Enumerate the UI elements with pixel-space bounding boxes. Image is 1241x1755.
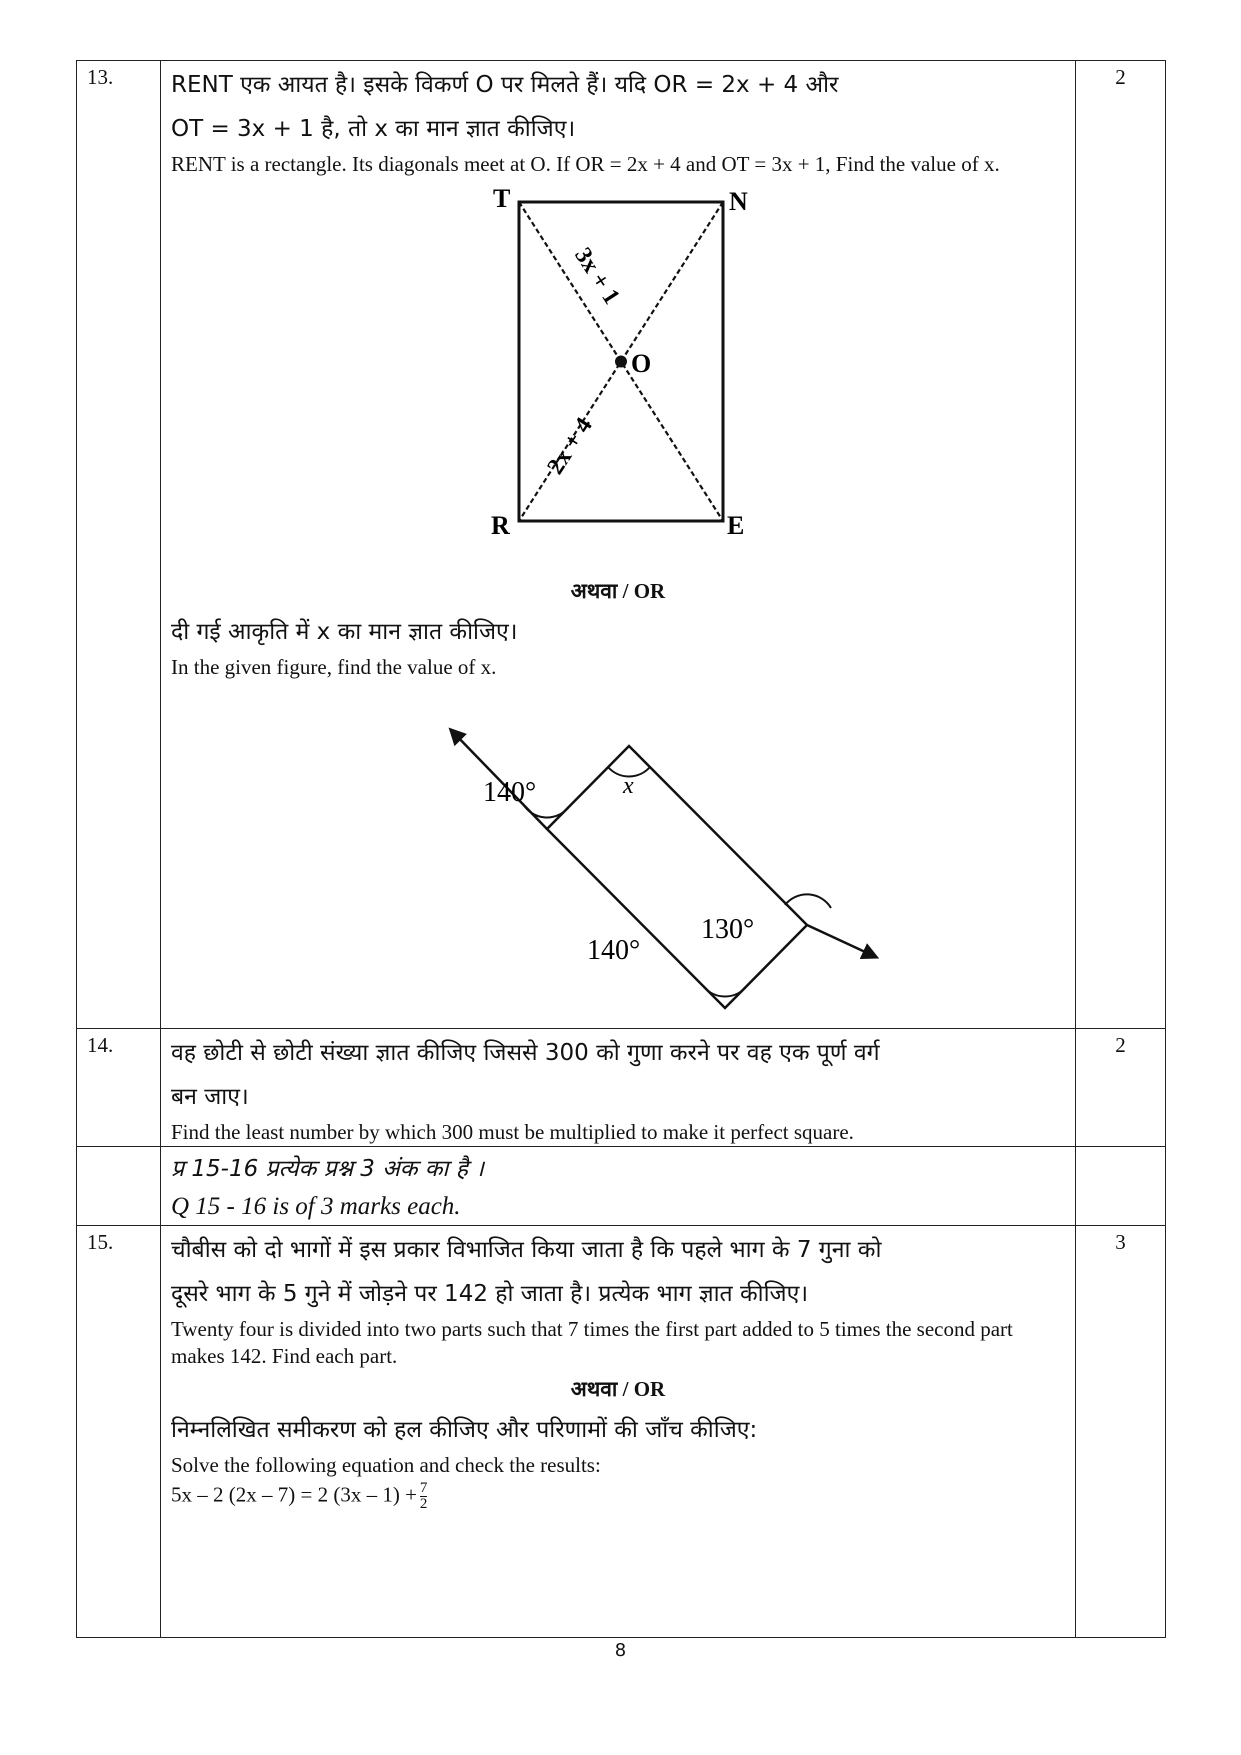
marks-value: 2 <box>1115 65 1126 89</box>
marks-value: 2 <box>1115 1033 1126 1057</box>
diagonal-label-or: 2x + 4 <box>542 413 598 480</box>
angle-label-bottom: 140° <box>587 935 641 966</box>
q13-alt-hindi: दी गई आकृति में x का मान ज्ञात कीजिए। <box>171 619 518 645</box>
q14-hindi-line-1: वह छोटी से छोटी संख्या ज्ञात कीजिए जिससे 300 को गुणा करने पर वह एक पूर्ण वर्ग <box>171 1040 880 1066</box>
question-number: 13. <box>87 65 114 89</box>
rectangle-rent-figure <box>171 182 1066 572</box>
marks-cell <box>1076 61 1166 1029</box>
center-label-o: O <box>631 349 652 378</box>
question-row-13 <box>77 61 1166 1029</box>
marks-cell <box>1076 1029 1166 1147</box>
vertex-label-r: R <box>491 511 510 540</box>
angle-label-top-left: 140° <box>483 777 537 808</box>
question-number-cell <box>77 1226 161 1638</box>
or-separator <box>171 1372 1065 1406</box>
angle-quadrilateral-figure <box>171 701 1066 1011</box>
q15-hindi-line-2: दूसरे भाग के 5 गुने में जोड़ने पर 142 हो जाता है। प्रत्येक भाग ज्ञात कीजिए। <box>171 1281 809 1307</box>
q15-alt-english: Solve the following equation and check the results: <box>171 1453 601 1477</box>
or-english: / OR <box>622 579 666 603</box>
question-body-cell <box>161 1029 1076 1147</box>
question-row-14 <box>77 1029 1166 1147</box>
marks-cell <box>1076 1226 1166 1638</box>
or-separator <box>171 574 1065 608</box>
page-number: 8 <box>614 1640 627 1661</box>
vertex-label-e: E <box>727 511 745 540</box>
angle-label-right: 130° <box>701 914 755 945</box>
empty-cell <box>1076 1147 1166 1226</box>
question-number: 15. <box>87 1230 114 1254</box>
angle-label-x: x <box>623 773 634 799</box>
q13-english-text: RENT is a rectangle. Its diagonals meet at O. If OR = 2x + 4 and OT = 3x + 1, Find the value of x. <box>171 152 1000 176</box>
diagonal-label-ot: 3x + 1 <box>569 243 625 310</box>
question-number-cell <box>77 1029 161 1147</box>
question-table <box>76 60 1166 1638</box>
q15-alt-hindi: निम्नलिखित समीकरण को हल कीजिए और परिणामों की जाँच कीजिए: <box>171 1417 758 1443</box>
q15-equation <box>171 1481 1065 1512</box>
q15-hindi-line-1: चौबीस को दो भागों में इस प्रकार विभाजित किया जाता है कि पहले भाग के 7 गुना को <box>171 1237 882 1263</box>
q14-hindi-line-2: बन जाए। <box>171 1084 249 1110</box>
q14-english-text: Find the least number by which 300 must be multiplied to make it perfect square. <box>171 1120 854 1144</box>
or-hindi: अथवा <box>570 1377 618 1401</box>
fraction-denominator: 2 <box>419 1496 428 1512</box>
or-hindi: अथवा <box>570 579 618 603</box>
question-row-15 <box>77 1226 1166 1638</box>
q13-hindi-line-1: RENT एक आयत है। इसके विकर्ण O पर मिलते हैं। यदि OR = 2x + 4 और <box>171 72 839 98</box>
section-note-hindi: प्र 15-16 प्रत्येक प्रश्न 3 अंक का है । <box>171 1156 484 1182</box>
vertex-label-t: T <box>493 184 511 213</box>
section-note-english: Q 15 - 16 is of 3 marks each. <box>171 1193 461 1220</box>
question-number: 14. <box>87 1033 114 1057</box>
empty-cell <box>77 1147 161 1226</box>
or-english: / OR <box>622 1377 666 1401</box>
section-note-row <box>77 1147 1166 1226</box>
question-number-cell <box>77 61 161 1029</box>
section-note-cell <box>161 1147 1076 1226</box>
marks-value: 3 <box>1115 1230 1126 1254</box>
equation-fraction <box>420 1481 428 1512</box>
q13-hindi-line-2: OT = 3x + 1 है, तो x का मान ज्ञात कीजिए। <box>171 116 576 142</box>
vertex-label-n: N <box>729 187 748 216</box>
equation-text: 5x – 2 (2x – 7) = 2 (3x – 1) + <box>171 1482 417 1507</box>
question-body-cell <box>161 61 1076 1029</box>
question-body-cell <box>161 1226 1076 1638</box>
q13-alt-english: In the given figure, find the value of x. <box>171 655 497 679</box>
q15-english-text: Twenty four is divided into two parts such that 7 times the first part added to 5 times the second part makes 142. Find each part. <box>171 1317 1013 1368</box>
fraction-numerator: 7 <box>419 1480 428 1496</box>
